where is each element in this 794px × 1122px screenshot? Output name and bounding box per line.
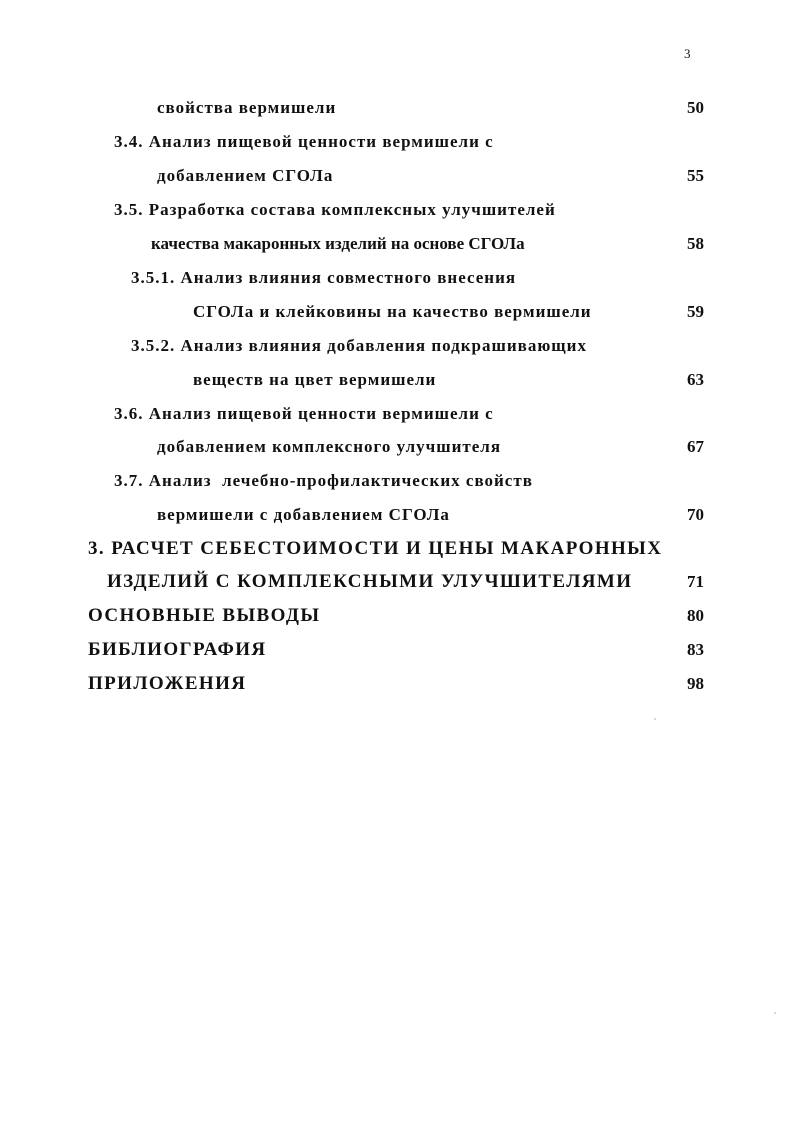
toc-entry-page: 59 bbox=[687, 302, 704, 321]
toc-entry-text[interactable]: добавлением СГОЛа bbox=[157, 166, 334, 185]
scan-speck bbox=[774, 1012, 776, 1014]
toc-entry-text[interactable]: 3.5. Разработка состава комплексных улучшителей bbox=[114, 200, 556, 219]
toc-entry-text[interactable]: веществ на цвет вермишели bbox=[193, 370, 437, 389]
toc-entry-text[interactable]: 3.4. Анализ пищевой ценности вермишели с bbox=[114, 132, 494, 151]
toc-entry-text[interactable]: 3. РАСЧЕТ СЕБЕСТОИМОСТИ И ЦЕНЫ МАКАРОННЫХ bbox=[88, 538, 663, 559]
toc-entry-page: 98 bbox=[687, 674, 704, 693]
toc-entry-text[interactable]: ПРИЛОЖЕНИЯ bbox=[88, 673, 247, 694]
toc-entry-text[interactable]: 3.5.2. Анализ влияния добавления подкрашивающих bbox=[131, 336, 587, 355]
toc-entry-page: 55 bbox=[687, 166, 704, 185]
toc-entry-text[interactable]: 3.7. Анализ лечебно-профилактических свойств bbox=[114, 471, 533, 490]
toc-entry-text[interactable]: ИЗДЕЛИЙ С КОМПЛЕКСНЫМИ УЛУЧШИТЕЛЯМИ bbox=[107, 571, 633, 592]
toc-entry-text[interactable]: вермишели с добавлением СГОЛа bbox=[157, 505, 450, 524]
toc-entry-page: 63 bbox=[687, 370, 704, 389]
toc-entry-page: 71 bbox=[687, 572, 704, 591]
toc-entry-text[interactable]: свойства вермишели bbox=[157, 98, 337, 117]
toc-entry-text[interactable]: ОСНОВНЫЕ ВЫВОДЫ bbox=[88, 605, 321, 626]
scan-speck bbox=[654, 718, 656, 720]
toc-entry-text[interactable]: 3.5.1. Анализ влияния совместного внесения bbox=[131, 268, 517, 287]
toc-entry-page: 70 bbox=[687, 505, 704, 524]
toc-entry-text[interactable]: 3.6. Анализ пищевой ценности вермишели с bbox=[114, 404, 494, 423]
toc-entry-page: 80 bbox=[687, 606, 704, 625]
toc-entry-text[interactable]: БИБЛИОГРАФИЯ bbox=[88, 639, 267, 660]
toc-entry-page: 67 bbox=[687, 437, 704, 456]
toc-entry-page: 50 bbox=[687, 98, 704, 117]
page-number: 3 bbox=[684, 46, 691, 61]
toc-entry-text[interactable]: качества макаронных изделий на основе СГОЛа bbox=[151, 234, 525, 253]
toc-entry-page: 58 bbox=[687, 234, 704, 253]
toc-entry-page: 83 bbox=[687, 640, 704, 659]
toc-entry-text[interactable]: добавлением комплексного улучшителя bbox=[157, 437, 502, 456]
toc-entry-text[interactable]: СГОЛа и клейковины на качество вермишели bbox=[193, 302, 592, 321]
